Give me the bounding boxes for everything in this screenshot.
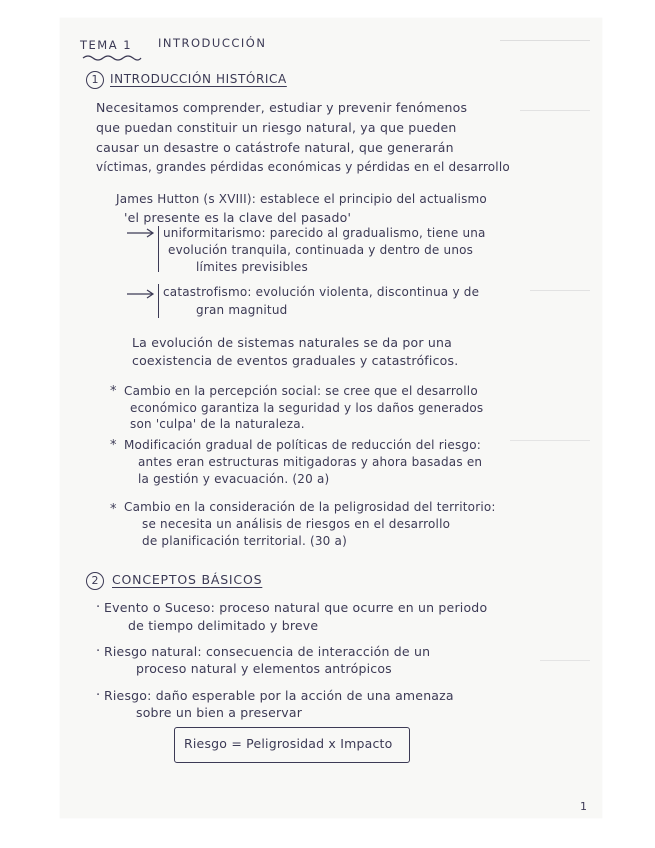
evolucion-line-2: coexistencia de eventos graduales y catastróficos.: [132, 353, 459, 368]
asterisk-bullet-icon: *: [110, 384, 117, 399]
bleed-through-mark: [530, 290, 590, 297]
section-number-2: 2: [86, 572, 104, 590]
dot-bullet-icon: ·: [96, 688, 101, 703]
bullet3-line-1: Cambio en la consideración de la peligrosidad del territorio:: [124, 500, 496, 514]
item3-line-2: sobre un bien a preservar: [136, 705, 303, 720]
evolucion-line-1: La evolución de sistemas naturales se da por una: [132, 335, 453, 350]
bullet1-line-2: económico garantiza la seguridad y los daños generados: [130, 401, 484, 415]
page-number: 1: [580, 800, 588, 813]
intro-line-3: causar un desastre o catástrofe natural, que generarán: [96, 140, 454, 155]
catastrofismo-bracket: [158, 284, 159, 318]
tema-label: TEMA 1: [80, 38, 133, 52]
formula-text: Riesgo = Peligrosidad x Impacto: [184, 736, 393, 751]
title-underline-squiggle: [82, 54, 142, 62]
page-title: INTRODUCCIÓN: [158, 36, 267, 50]
bullet2-line-2: antes eran estructuras mitigadoras y ahora basadas en: [138, 455, 483, 469]
dot-bullet-icon: ·: [96, 644, 101, 659]
item2-line-2: proceso natural y elementos antrópicos: [136, 661, 392, 676]
section2-heading: CONCEPTOS BÁSICOS: [112, 572, 263, 587]
asterisk-bullet-icon: *: [110, 438, 117, 453]
arrow-right-icon: [126, 228, 156, 238]
bullet3-line-2: se necesita un análisis de riesgos en el desarrollo: [142, 517, 451, 531]
arrow-right-icon: [126, 289, 156, 299]
asterisk-bullet-icon: *: [110, 502, 117, 517]
uniformitarismo-line-2: evolución tranquila, continuada y dentro de unos: [168, 243, 474, 257]
hutton-line-1: James Hutton (s XVIII): establece el principio del actualismo: [116, 192, 487, 206]
bleed-through-mark: [510, 440, 590, 447]
catastrofismo-line-1: catastrofismo: evolución violenta, discontinua y de: [163, 285, 480, 299]
item2-line-1: Riesgo natural: consecuencia de interacción de un: [104, 644, 431, 659]
intro-line-4: víctimas, grandes pérdidas económicas y pérdidas en el desarrollo: [96, 160, 510, 174]
intro-line-1: Necesitamos comprender, estudiar y prevenir fenómenos: [96, 100, 468, 115]
uniformitarismo-bracket: [158, 226, 159, 272]
bullet2-line-1: Modificación gradual de políticas de reducción del riesgo:: [124, 438, 482, 452]
item3-line-1: Riesgo: daño esperable por la acción de una amenaza: [104, 688, 454, 703]
bullet1-line-3: son 'culpa' de la naturaleza.: [130, 417, 305, 431]
bleed-through-mark: [540, 660, 590, 667]
bullet2-line-3: la gestión y evacuación. (20 a): [138, 472, 330, 486]
hutton-line-2: 'el presente es la clave del pasado': [124, 210, 352, 225]
bleed-through-mark: [500, 40, 590, 47]
bleed-through-mark: [520, 110, 590, 117]
item1-line-2: de tiempo delimitado y breve: [128, 618, 319, 633]
section1-heading: INTRODUCCIÓN HISTÓRICA: [110, 72, 287, 86]
bullet1-line-1: Cambio en la percepción social: se cree que el desarrollo: [124, 384, 478, 398]
uniformitarismo-line-1: uniformitarismo: parecido al gradualismo, tiene una: [163, 226, 486, 240]
catastrofismo-line-2: gran magnitud: [196, 303, 288, 317]
dot-bullet-icon: ·: [96, 600, 101, 615]
bullet3-line-3: de planificación territorial. (30 a): [142, 534, 347, 548]
intro-line-2: que puedan constituir un riesgo natural, ya que pueden: [96, 120, 457, 135]
section-number-1: 1: [86, 71, 104, 89]
uniformitarismo-line-3: límites previsibles: [196, 260, 308, 274]
item1-line-1: Evento o Suceso: proceso natural que ocurre en un periodo: [104, 600, 488, 615]
